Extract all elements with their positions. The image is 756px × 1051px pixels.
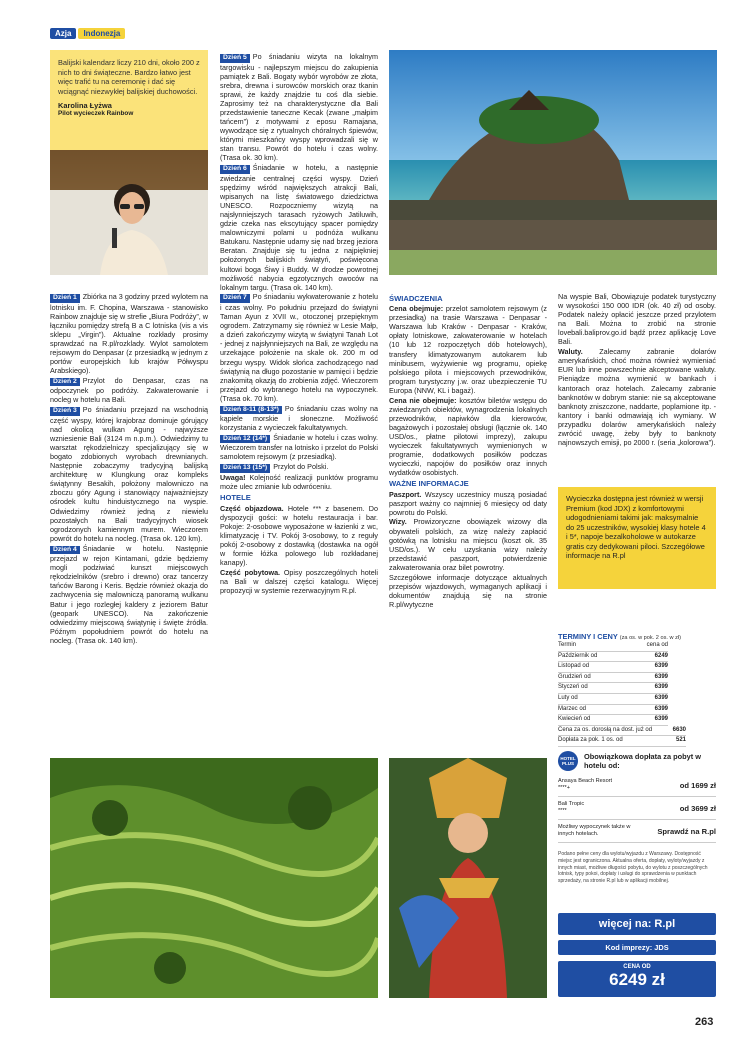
quote-text: Balijski kalendarz liczy 210 dni, około 200 z nich to dni świąteczne. Bardzo łatwo jest więc trafić tu na ceremonię i dać się wciągnąć niezwykłej balijskiej duchowości. xyxy=(58,58,200,96)
program-note: Uwaga! Kolejność realizacji punktów programu może ulec zmianie lub odwróceniu. xyxy=(220,473,378,492)
itinerary-day: Dzień 1 Zbiórka na 3 godziny przed wylotem na lotnisku im. F. Chopina, Warszawa - stanowisko Rainbow znajduje się w strefie „Biura Podróży”, w łączniku pomiędzy strefą B a C lotniska (vis a vis sklepu „Virgin”). Aktualne rozkłady prosimy sprawdzać na R.pl/rozklady. Wylot samolotem rejsowym do Denpasar (z przesiadką w jednym z portów europejskich lub krajów Półwyspu Arabskiego). xyxy=(50,292,208,376)
price-from-label: CENA OD xyxy=(623,964,651,970)
rice-terraces-photo xyxy=(50,758,378,998)
page-number: 263 xyxy=(695,1016,714,1028)
extra-price-row: Dopłata za pok. 1 os. od 521 xyxy=(558,736,686,747)
hotels-heading: HOTELE xyxy=(220,493,251,503)
included: Cena obejmuje: przelot samolotem rejsowym (z przesiadką) na trasie Warszawa - Denpasar - Warszawa lub Kraków - Denpasar - Kraków, opłaty lotniskowe, zakwaterowanie w hotelach (10 lub 12 rozpoczętych dób hotelowych), transfery klimatyzowanym autokarem lub minibusem, wyżywienie wg programu, opiekę polskiego pilota i miejscowych przewodników, program turystyczny j.w. oraz ubezpieczenie TU Europa (NNW, KL i bagaż). xyxy=(389,304,547,395)
region-tag: Azja xyxy=(50,28,76,39)
visa-info: Wizy. Prowizoryczne obowiązek wizowy dla obywateli polskich, za wizę należy zapłacić gotówką na lotnisku na miejscu (koszt ok. 35 USD/os.). W celu uzyskania wizy należy przedstawić paszport, potwierdzenie zakwaterowania oraz bilet powrotny. xyxy=(389,517,547,572)
tax-info: Na wyspie Bali, Obowiązuje podatek turystyczny w wysokości 150 000 IDR (ok. 40 zł) od osoby. Podatek należy opłacić jeszcze przed przylotem na Bali. Można to zrobić na stronie lovebali.baliprov.go.id bądź przez aplikację Love Bali. xyxy=(558,292,716,347)
hotel-row: Możliwy wypoczynek także w innych hotelach. Sprawdź na R.pl xyxy=(558,820,716,843)
info-right xyxy=(558,292,716,448)
itinerary-day: Dzień 4 Śniadanie w hotelu. Następnie przejazd w rejon Kintamani, gdzie będziemy mogli podziwiać kunszt miejscowych rękodzielników (srebro i drewno) oraz tancerzy tańców Barong i Keris. Będzie również okazja do zachwycenia się malowniczą panoramą wulkanu Batur i jego rozległej kaldery z jeziorem Batur (geopark UNESCO). Na zakończenie odwiedzimy miejscową świątynię i święte źródła. Późnym popołudniem powrót do hotelu na nocleg. (Trasa ok. 140 km). xyxy=(50,543,208,645)
itinerary-day: Dzień 3 Po śniadaniu przejazd na wschodnią część wyspy, której krajobraz dominuje górujący nad okolicą wulkan Agung - najwyższe wzniesienie Bali (3124 m n.p.m.). Odwiedzimy tu warsztat rękodzielniczy specjalizujący się w bogato zdobionych wyrobach drewnianych. Następnie zobaczymy tradycyjną balijską architekturę w Klungkung oraz kompleks świątynny Besakih, położony malowniczo na zboczu góry Agung i stanowiący najważniejszy ośrodek kultu hinduistycznego na wyspie. Odwiedzimy również jedną z niewielu pozostałych na Bali tradycyjnych wiosek ogrodzonych kamiennym murem. Wieczorem powrót do hotelu na nocleg. (Trasa ok. 120 km). xyxy=(50,405,208,543)
quote-role: Pilot wycieczek Rainbow xyxy=(58,110,134,118)
tanah-lot-illustration xyxy=(389,50,717,275)
itinerary-day: Dzień 8-11 (8-13*) Po śniadaniu czas wolny na kąpiele morskie i słoneczne. Możliwość korzystania z wycieczek fakultatywnych. xyxy=(220,403,378,433)
prices-table xyxy=(558,632,716,747)
tour-code: Kod imprezy: JDS xyxy=(558,940,716,955)
temple-photo xyxy=(389,50,717,275)
currency-info: Waluty. Zalecamy zabranie dolarów amerykańskich, choć można również wymieniać EUR lub inne powszechnie akceptowane waluty. Pieniądze można wymienić w bankach i kantorach oraz hotelach. Zalecamy zabranie banknotów w dobrym stanie: nie są akceptowane banknoty zniszczone, naddarte, poplamione itp. - kantory i banki odmawiają ich wymiany. W przypadku dolarów amerykańskich należy zwrócić uwagę, żeby były to banknoty najnowszych emisji, po 2000 r. (seria „kolorowa”). xyxy=(558,347,717,448)
itinerary-day: Dzień 13 (15*) Przylot do Polski. xyxy=(220,462,378,473)
price-row: Październik od 6249 xyxy=(558,652,668,663)
regulations-info: Szczegółowe informacje dotyczące aktualnych przepisów wjazdowych, wymaganych aplikacji i dokumentów znajdują się na stronie R.pl/wytyczne xyxy=(389,572,547,609)
hotel-row: Bali Tropic **** od 3699 zł xyxy=(558,797,716,820)
hotel-plus-badge: HOTEL PLUS xyxy=(558,751,578,771)
price-row: Marzec od 6399 xyxy=(558,705,668,716)
day-label: Dzień 2 xyxy=(50,378,80,387)
extra-price-rows xyxy=(558,726,686,747)
hotel-upgrade xyxy=(558,751,716,885)
hotels-tour: Część objazdowa. Hotele *** z basenem. Do dyspozycji gości: w hotelu restauracja i bar. Pokoje: 2-osobowe wyposażone w łazienki z wc, klimatyzację i TV. Pokój 3-osobowy, to z reguły pokój 2-osobowy z dostawką (dostawka na ogół w formie łóżka polowego lub rozkładanej kanapy). xyxy=(220,503,378,568)
hotels-stay: Część pobytowa. Opisy poszczególnych hoteli na Bali w dalszej części katalogu. Więcej propozycji w systemie rezerwacyjnym R.pl. xyxy=(220,567,378,595)
prices-heading: TERMINY I CENY (za os. w pok. 2 os. w zł) xyxy=(558,632,681,641)
price-row: Listopad od 6399 xyxy=(558,662,668,673)
breadcrumb xyxy=(50,23,125,41)
premium-box: Wycieczka dostępna jest również w wersji Premium (kod JDX) z komfortowymi udogodnieniami takimi jak: maksymalnie do 25 uczestników, wysokiej klasy hotele 4 i 5*, napoje bezalkoholowe w autokarze gratis czy dedykowani piloci. Szczegółowe informacje na R.pl xyxy=(558,487,716,589)
important-heading: WAŻNE INFORMACJE xyxy=(389,479,469,489)
price-rows xyxy=(558,652,668,726)
dancer-illustration xyxy=(389,758,547,998)
itinerary-day: Dzień 2 Przylot do Denpasar, czas na odpoczynek po podróży. Zakwaterowanie i nocleg w hotelu na Bali. xyxy=(50,375,208,405)
country-tag: Indonezja xyxy=(78,28,125,39)
prices-header-row: Termin cena od xyxy=(558,641,668,652)
passport-info: Paszport. Wszyscy uczestnicy muszą posiadać paszport ważny co najmniej 6 miesięcy od daty powrotu do Polski. xyxy=(389,489,547,517)
rice-terraces-illustration xyxy=(50,758,378,998)
price-from-box xyxy=(558,961,716,997)
services-column xyxy=(389,292,547,610)
price-row: Grudzień od 6399 xyxy=(558,673,668,684)
fine-print: Podano pełne ceny dla wylotu/wyjazdu z Warszawy. Dostępność miejsc jest ograniczona. Aktualna oferta, dopłaty, wyloty/wyjazdy z innych miast, możliwe długości pobytu, do wylotu z poszczególnych lotnisk, typy pokoi, dopłaty i usługi do sprawdzenia w punktach sprzedaży, na stronie R.pl lub w aplikacji mobilnej. xyxy=(558,851,708,885)
price-from-value: 6249 zł xyxy=(609,970,665,989)
pilot-quote xyxy=(50,50,208,150)
pilot-illustration xyxy=(50,150,208,275)
itinerary-day: Dzień 7 Po śniadaniu wykwaterowanie z hotelu i czas wolny. Po południu przejazd do świątyni Taman Ayun z XVII w., otoczonej przepięknym ogrodem. Zatrzymamy się również w Lesie Małp, a dzień zakończymy wizytą w świątyni Tanah Lot - jednej z najsłynniejszych na Bali, ze względu na urzekające położenie na skale ok. 200 m od brzegu wyspy. Widok słońca zachodzącego nad świątynią na długo pozostanie w pamięci i będzie znakomitą okazją do zrobienia zdjęć. Wieczorem przejazd do wybranego hotelu na wypoczynek. (Trasa ok. 70 km). xyxy=(220,292,378,403)
extra-price-row: Cena za os. dorosłą na dost. już od 6630 xyxy=(558,726,686,737)
hotel-rows xyxy=(558,774,716,843)
pilot-photo xyxy=(50,150,208,275)
hotel-upgrade-title: Obowiązkowa dopłata za pobyt w hotelu od: xyxy=(584,752,702,770)
services-heading: ŚWIADCZENIA xyxy=(389,294,443,303)
price-row: Luty od 6399 xyxy=(558,694,668,705)
itinerary-day: Dzień 6 Śniadanie w hotelu, a następnie zwiedzanie centralnej części wyspy. Dzień spędzimy wśród największych atrakcji Bali, wpisanych na listę światowego dziedzictwa UNESCO. Rozpoczniemy wizytą na najsłynniejszych tarasach ryżowych Jatiluwih, gdzie czeka nas ekscytujący spacer pomiędzy malowniczymi polami u podnóża wulkanu Batukaru. Następnie udamy się nad brzeg jeziora Beratan. Znajduje się tu jedna z najpiękniej położonych balijskich świątyń, poświęcona kultowi boga Śiwy i Buddy. W drodze powrotnej możliwość nabycia egzotycznych owoców na lokalnym targu. (Trasa ok. 140 km). xyxy=(220,163,378,292)
price-row: Styczeń od 6399 xyxy=(558,683,668,694)
itinerary-day: Dzień 5 Po śniadaniu wizyta na lokalnym targowisku - najlepszym miejscu do zakupienia pamiątek z Bali. Bogaty wybór wyrobów ze złota, srebra, drewna i surowców morskich oraz tkanin sprawi, że każdy znajdzie tu coś dla siebie. Zaprosimy też na charakterystyczne dla Bali przedstawienie taneczne Kecak (zwane „małpim tańcem”) z motywami z eposu Ramajana, wywodzące się z rytualnych chóralnych śpiewów, którymi mieszkańcy wyspy wprowadzali się w stan transu. Powrót do hotelu i czas wolny. (Trasa ok. 30 km). xyxy=(220,52,378,163)
excluded: Cena nie obejmuje: kosztów biletów wstępu do zwiedzanych obiektów, wynagrodzenia lokalnych przewodników, napiwków dla kierowców, bagażowych i pozostałej obsługi (łącznie ok. 140 USD/os., płatne pilotowi imprezy), zakupu wycieczek fakultatywnych wymienionych w programie, dodatkowych posiłków podczas wycieczki, napojów do posiłków oraz innych wydatków osobistych. xyxy=(389,395,547,478)
price-row: Kwiecień od 6399 xyxy=(558,715,668,726)
more-link[interactable]: więcej na: R.pl xyxy=(558,913,716,935)
day-label: Dzień 4 xyxy=(50,546,80,555)
quote-author: Karolina Łyżwa xyxy=(58,101,112,111)
day-label: Dzień 1 xyxy=(50,294,80,303)
itinerary-left xyxy=(50,292,208,646)
hotel-row: Ansaya Beach Resort ****+ od 1699 zł xyxy=(558,774,716,797)
itinerary-day: Dzień 12 (14*) Śniadanie w hotelu i czas wolny. Wieczorem transfer na lotnisko i przelot do Polski samolotem rejsowym (z przesiadką). xyxy=(220,432,378,462)
dancer-photo xyxy=(389,758,547,998)
itinerary-middle xyxy=(220,52,378,596)
day-label: Dzień 3 xyxy=(50,407,80,416)
